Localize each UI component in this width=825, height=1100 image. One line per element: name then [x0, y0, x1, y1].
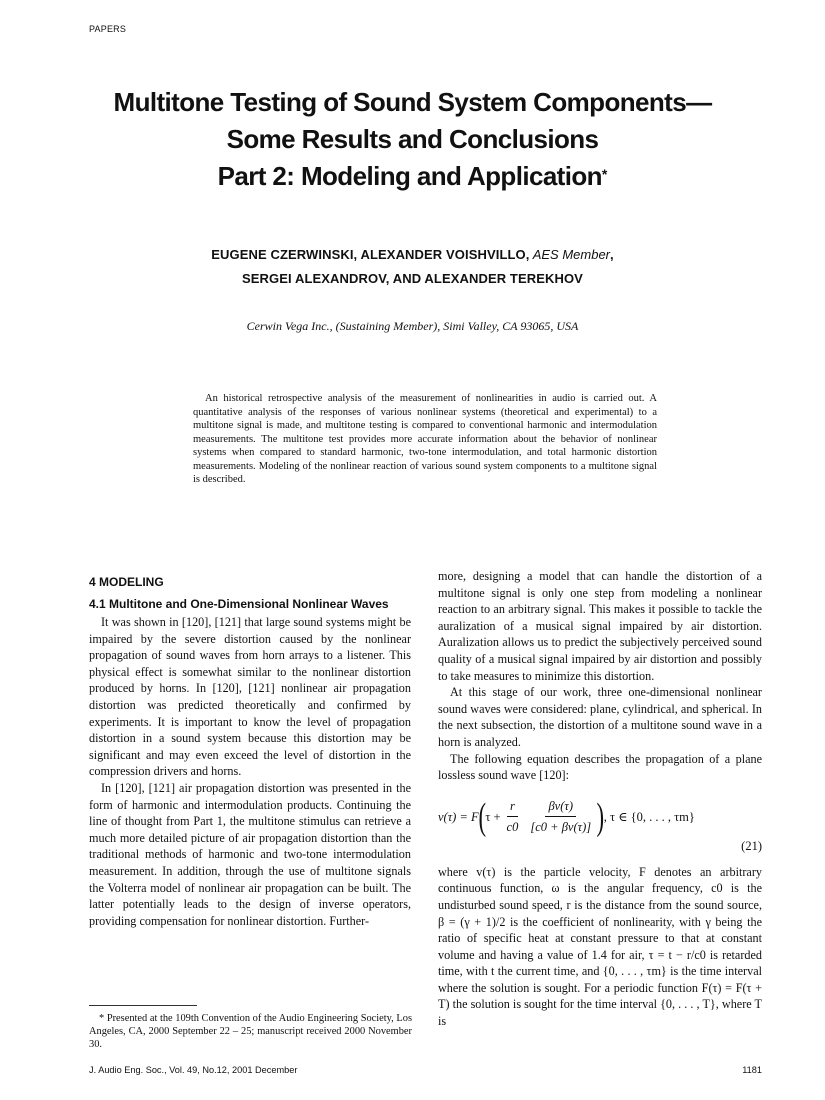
right-paragraph-1: more, designing a model that can handle the distortion of a multitone signal is only one step from modeling a nonlinear reaction to an arbitrary signal. This makes it possible to tackle the auralization of a musical signal impaired by air distortion. Auralization allows us to predict the subjectively perceived sound quality of a musical signal impaired by air distortion and possibly to take measures to minimize this distortion. [438, 569, 762, 683]
fraction-2-numerator: βv(τ) [545, 798, 576, 818]
fraction-1-numerator: r [507, 798, 518, 818]
journal-citation: J. Audio Eng. Soc., Vol. 49, No.12, 2001 December [89, 1065, 298, 1075]
title-line-2: Some Results and Conclusions [226, 124, 599, 154]
left-paragraph-2: In [120], [121] air propagation distortion was presented in the form of harmonic and intermodulation products. Continuing the line of thought from Part 1, the multitone stimulus can retrieve a much more detailed picture of air propagation distortion than the traditional methods of harmonic and two-tone intermodulation measurement. In addition, through the use of multitone signals the Volterra model of nonlinear air propagation can be built. The latter potentially leads to the design of inverse operators, providing compensation for nonlinear distortion. Further- [89, 780, 411, 928]
running-header: PAPERS [89, 24, 127, 34]
author-line-1 [100, 243, 725, 267]
footnote: * Presented at the 109th Convention of the Audio Engineering Society, Los Angeles, CA, 2000 September 22 – 25; manuscript received 2000 November 30. [89, 1013, 412, 1050]
right-paragraph-4: where v(τ) is the particle velocity, F denotes an arbitrary continuous function, ω is the angular frequency, c0 is the undisturbed sound speed, r is the distance from the sound source, β = (γ + 1)/2 is the coefficient of nonlinearity, with γ being the ratio of specific heat at constant pressure to that at constant volume and having a value of 1.4 for air, τ = t − r/c0 is retarded time, with t the current time, and {0, . . . , τm} is the time interval where the solution is sought. For a periodic function F(τ) = F(τ + T) the solution is sought for the time interval {0, . . . , T}, where T is [438, 864, 762, 1029]
left-paragraph-1: It was shown in [120], [121] that large sound systems might be impaired by the severe distortion caused by the nonlinear propagation of sound waves from horn arrays to a listener. This physical effect is somewhat similar to the nonlinear distortion produced by horns. In [120], [121] nonlinear air propagation distortion was predicted theoretically and confirmed by experiments. It is important to know the level of propagation distortion in a sound system because this distortion may be significant and may even exceed the level of distortion in the compression drivers and horns. [89, 615, 411, 779]
equation-lhs: v(τ) = F [438, 809, 479, 824]
title-line-3 [60, 158, 765, 195]
title-line-3-text: Part 2: Modeling and Application [217, 161, 602, 191]
equation-number: (21) [741, 838, 762, 853]
author-line-1-end: , [610, 247, 614, 262]
fraction-beta-v [527, 798, 594, 836]
section-heading: 4 MODELING [89, 575, 164, 589]
fraction-r-over-c0 [504, 798, 522, 836]
fraction-1-denominator: c0 [506, 820, 519, 835]
right-column [438, 568, 762, 1030]
footnote-rule [89, 1005, 197, 1006]
affiliation: Cerwin Vega Inc., (Sustaining Member), Simi Valley, CA 93065, USA [246, 319, 579, 333]
equation-tau-plus: τ + [485, 809, 501, 824]
author-membership: AES Member [532, 247, 611, 262]
left-column [89, 574, 411, 929]
title-line-1: Multitone Testing of Sound System Components— [113, 87, 712, 117]
right-paragraph-3: The following equation describes the propagation of a plane lossless sound wave [120]: [438, 751, 762, 783]
page-number: 1181 [742, 1065, 762, 1075]
subsection-heading: 4.1 Multitone and One-Dimensional Nonlinear Waves [89, 597, 389, 611]
equation-21 [438, 792, 762, 854]
paper-title [60, 84, 765, 195]
author-line-2: SERGEI ALEXANDROV, AND ALEXANDER TEREKHOV [242, 271, 583, 286]
author-list [100, 243, 725, 291]
equation-domain: , τ ∈ {0, . . . , τm} [603, 809, 695, 824]
fraction-2-denominator: [c0 + βv(τ)] [530, 820, 592, 835]
close-paren: ) [596, 795, 605, 838]
right-paragraph-2: At this stage of our work, three one-dimensional nonlinear sound waves were considered: plane, cylindrical, and spherical. In the next subsection, the distortion of a multitone sound wave in a horn is analyzed. [438, 685, 762, 749]
open-paren: ( [478, 795, 486, 838]
equation-body [438, 795, 695, 838]
abstract: An historical retrospective analysis of the measurement of nonlinearities in audio is carried out. A quantitative analysis of the responses of various nonlinear systems (theoretical and experimental) to a multitone signal is made, and multitone testing is compared to conventional harmonic and intermodulation measurements. The multitone test provides more accurate information about the behavior of nonlinear systems when compared to standard harmonic, two-tone intermodulation, and total harmonic distortion measurements. Modeling of the nonlinear reaction of various sound system components to a multitone signal is described. [193, 393, 657, 485]
author-names-1: EUGENE CZERWINSKI, ALEXANDER VOISHVILLO, [211, 247, 530, 262]
title-footnote-mark: * [601, 166, 608, 182]
